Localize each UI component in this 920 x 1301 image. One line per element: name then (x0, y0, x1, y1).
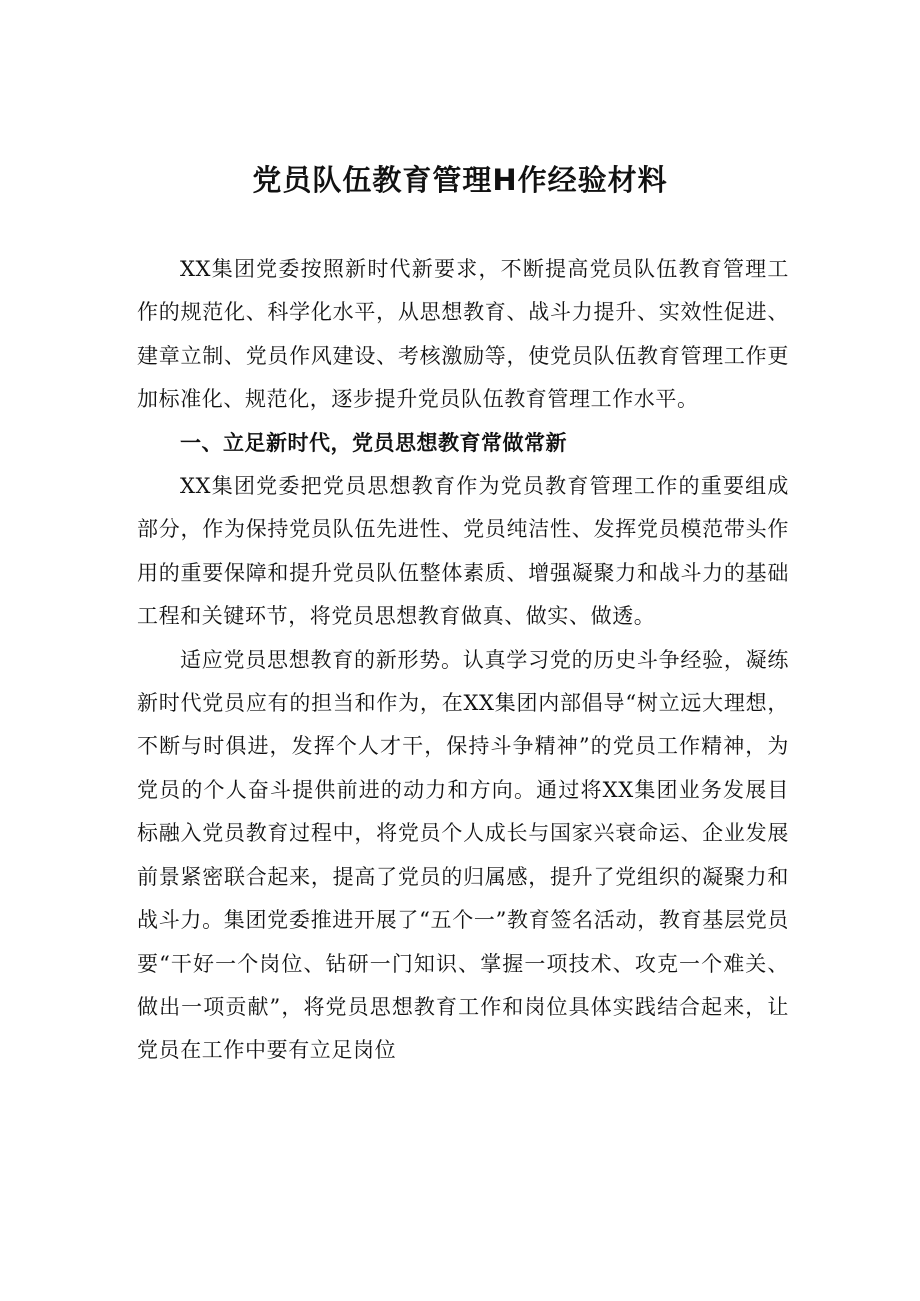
document-body (137, 248, 789, 1073)
section-1-paragraph-1: XX集团党委把党员思想教育作为党员教育管理工作的重要组成部分，作为保持党员队伍先进性、党员纯洁性、发挥党员模范带头作用的重要保障和提升党员队伍整体素质、增强凝聚力和战斗力的基础工程和关键环节，将党员思想教育做真、做实、做透。 (137, 474, 789, 629)
document-title: 党员队伍教育管理H作经验材料 (252, 163, 668, 197)
section-1-paragraph-2: 适应党员思想教育的新形势。认真学习党的历史斗争经验，凝练新时代党员应有的担当和作为，在XX集团内部倡导“树立远大理想，不断与时俱进，发挥个人才干，保持斗争精神”的党员工作精神，为党员的个人奋斗提供前进的动力和方向。通过将XX集团业务发展目标融入党员教育过程中，将党员个人成长与国家兴衰命运、企业发展前景紧密联合起来，提高了党员的归属感，提升了党组织的凝聚力和战斗力。集团党委推进开展了“五个一”教育签名活动，教育基层党员要“干好一个岗位、钻研一门知识、掌握一项技术、攻克一个难关、做出一项贡献”，将党员思想教育工作和岗位具体实践结合起来，让党员在工作中要有立足岗位 (137, 647, 789, 1063)
section-1-heading: 一、立足新时代，党员思想教育常做常新 (180, 430, 567, 455)
intro-paragraph: XX集团党委按照新时代新要求，不断提高党员队伍教育管理工作的规范化、科学化水平，从思想教育、战斗力提升、实效性促进、建章立制、党员作风建设、考核激励等，使党员队伍教育管理工作更加标准化、规范化，逐步提升党员队伍教育管理工作水平。 (137, 257, 789, 412)
